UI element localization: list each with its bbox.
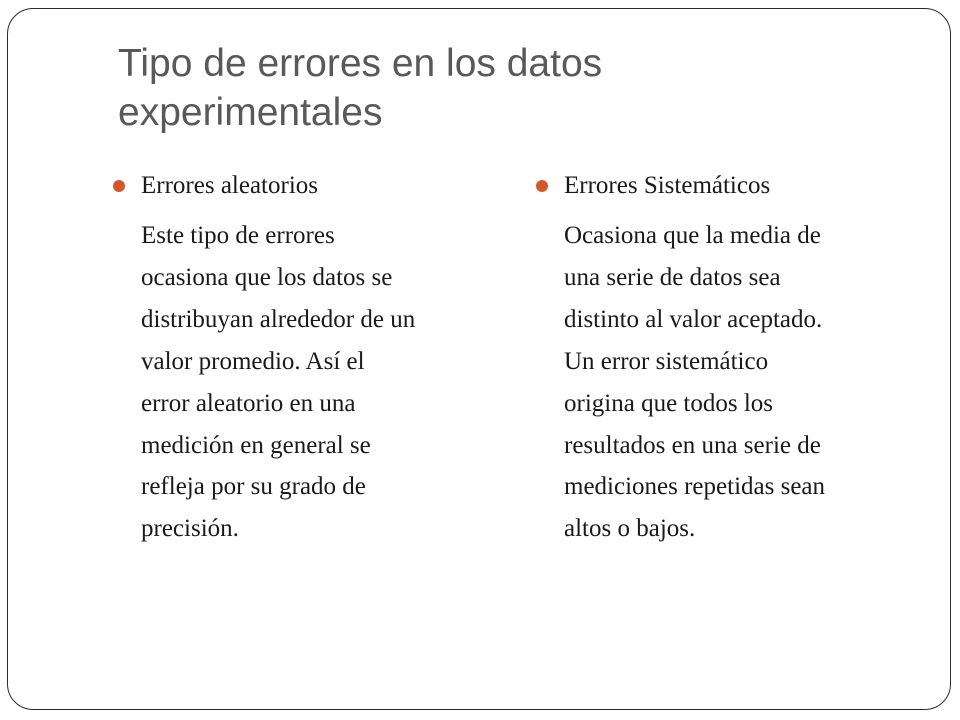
description-line: medición en general se — [141, 431, 371, 459]
random-errors-description — [141, 215, 473, 550]
description-line: Ocasiona que la media de — [564, 222, 821, 249]
systematic-errors-description — [564, 215, 896, 550]
systematic-errors-column — [536, 171, 896, 550]
description-line: mediciones repetidas sean — [564, 473, 826, 501]
slide-title — [118, 39, 878, 137]
bullet-heading: Errores Sistemáticos — [564, 172, 771, 199]
bullet-item-systematic-errors — [536, 171, 896, 205]
description-line: Este tipo de errores — [141, 222, 335, 249]
description-line: error aleatorio en una — [141, 389, 356, 417]
description-line: precisión. — [141, 515, 239, 543]
bullet-heading: Errores aleatorios — [141, 172, 319, 199]
bullet-dot-icon — [113, 180, 125, 192]
bullet-dot-icon — [536, 180, 548, 192]
bullet-item-random-errors — [113, 171, 473, 205]
random-errors-column — [113, 171, 473, 550]
description-line: ocasiona que los datos se — [141, 263, 393, 291]
slide-frame — [7, 8, 951, 710]
description-line: distinto al valor aceptado. — [564, 305, 823, 333]
description-line: valor promedio. Así el — [141, 347, 365, 375]
slide-title-line: experimentales — [118, 91, 383, 134]
description-line: una serie de datos sea — [564, 263, 781, 291]
description-line: resultados en una serie de — [564, 431, 821, 459]
slide-title-line: Tipo de errores en los datos — [118, 42, 603, 85]
description-line: altos o bajos. — [564, 515, 696, 543]
description-line: origina que todos los — [564, 389, 774, 417]
description-line: distribuyan alrededor de un — [141, 305, 416, 333]
description-line: refleja por su grado de — [141, 473, 366, 501]
description-line: Un error sistemático — [564, 347, 769, 375]
